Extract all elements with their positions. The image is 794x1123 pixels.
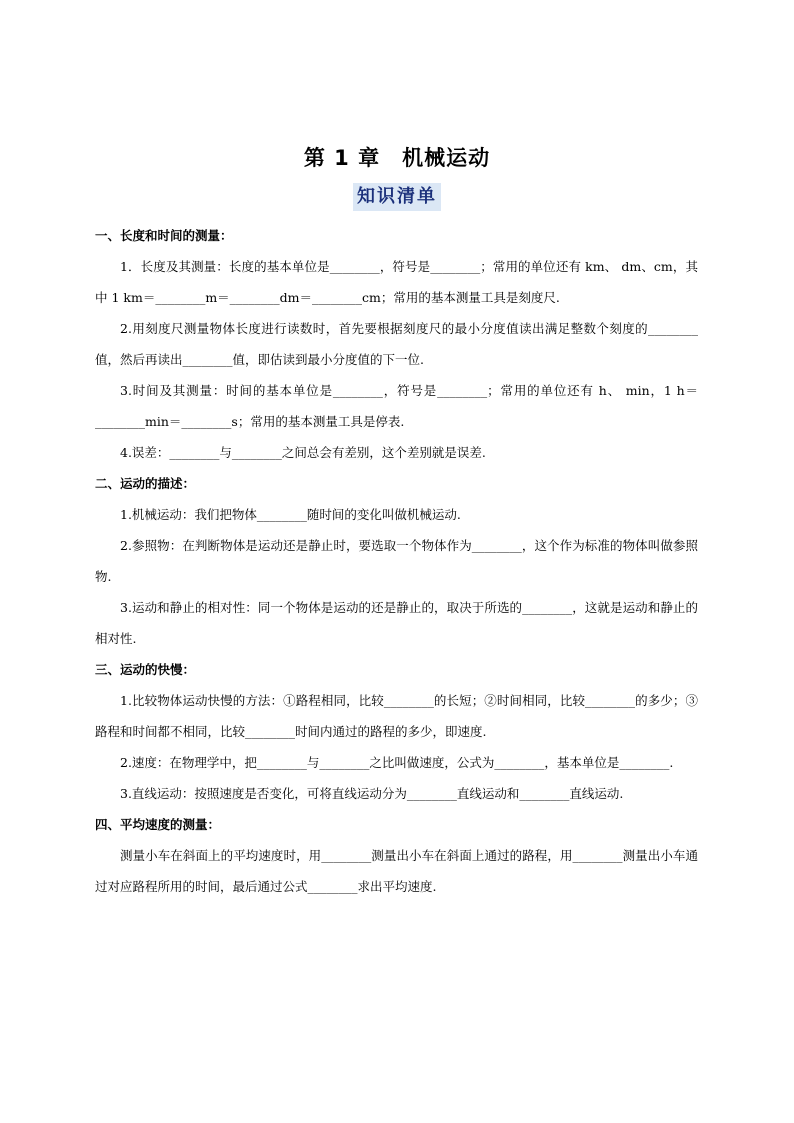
subtitle-wrap <box>0 183 794 211</box>
paragraph-1-4: 4.误差：________与________之间总会有差别，这个差别就是误差. <box>120 445 486 460</box>
paragraph-2-2: 2.参照物：在判断物体是运动还是静止时，要选取一个物体作为________，这个作为标准的物体叫做参照物. <box>95 538 698 584</box>
paragraph-1-2: 2.用刻度尺测量物体长度进行读数时，首先要根据刻度尺的最小分度值读出满足整数个刻度的________值，然后再读出________值，即估读到最小分度值的下一位. <box>95 321 698 367</box>
section-heading-1: 一、长度和时间的测量： <box>95 228 233 243</box>
section-heading-3: 三、运动的快慢： <box>95 662 196 677</box>
paragraph-3-3: 3.直线运动：按照速度是否变化，可将直线运动分为________直线运动和________直线运动. <box>120 786 624 801</box>
page-subtitle: 知识清单 <box>353 183 441 211</box>
section-heading-2: 二、运动的描述： <box>95 476 196 491</box>
paragraph-3-1: 1.比较物体运动快慢的方法：①路程相同，比较________的长短；②时间相同，比较________的多少；③路程和时间都不相同，比较________时间内通过的路程的多少，即速度. <box>95 693 698 739</box>
paragraph-4-1: 测量小车在斜面上的平均速度时，用________测量出小车在斜面上通过的路程，用________测量出小车通过对应路程所用的时间，最后通过公式________求出平均速度. <box>95 848 698 894</box>
document-body <box>95 222 698 902</box>
paragraph-3-2: 2.速度：在物理学中，把________与________之比叫做速度，公式为________，基本单位是________. <box>120 755 674 770</box>
page-title: 第 1 章 机械运动 <box>303 146 491 170</box>
paragraph-1-3: 3.时间及其测量：时间的基本单位是________，符号是________；常用的单位还有 h、 min，1 h＝________min＝________s；常用的基本测量工具是停表. <box>95 383 698 429</box>
section-heading-4: 四、平均速度的测量： <box>95 817 221 832</box>
paragraph-1-1: 1．长度及其测量：长度的基本单位是________，符号是________；常用的单位还有 km、 dm、cm，其中 1 km＝________m＝________dm＝________cm；常用的基本测量工具是刻度尺. <box>95 259 698 305</box>
paragraph-2-3: 3.运动和静止的相对性：同一个物体是运动的还是静止的，取决于所选的________，这就是运动和静止的相对性. <box>95 600 698 646</box>
paragraph-2-1: 1.机械运动：我们把物体________随时间的变化叫做机械运动. <box>120 507 461 522</box>
